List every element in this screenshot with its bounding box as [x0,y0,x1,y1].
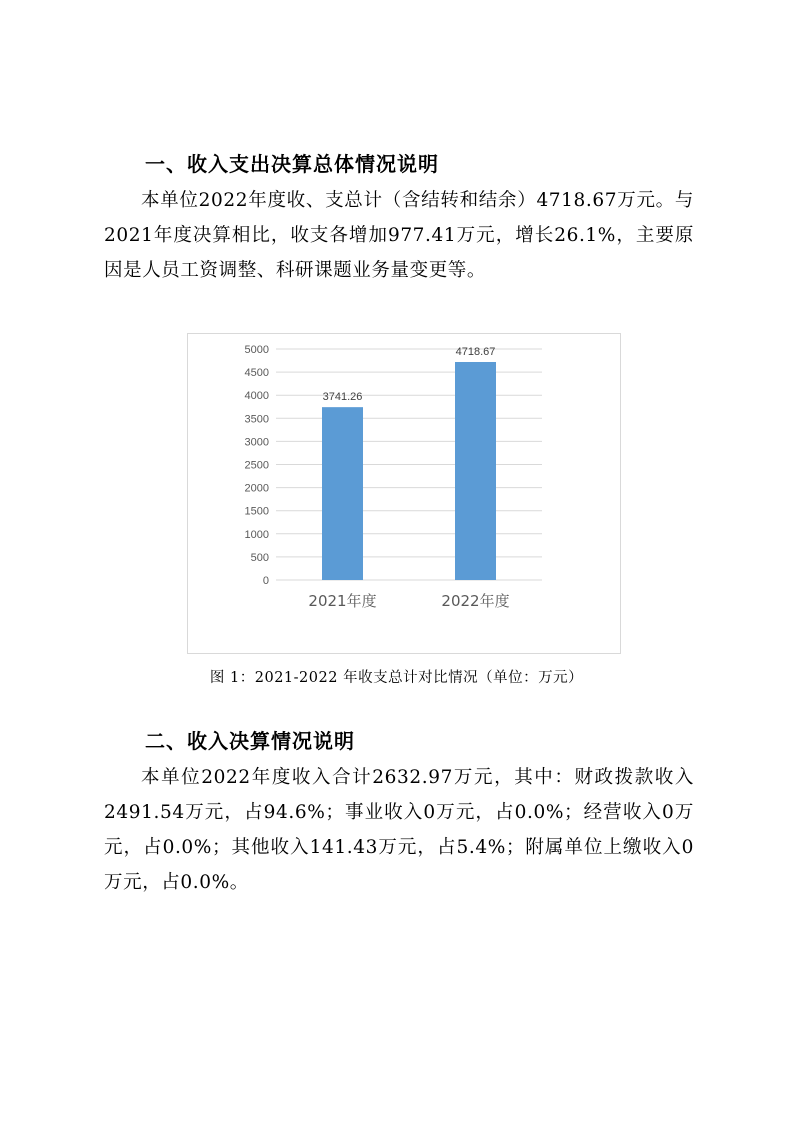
x-category-label-0: 2021年度 [308,592,377,610]
chart-canvas [188,334,620,653]
bar-1 [455,362,496,580]
income-expense-chart [187,333,621,654]
chart-caption: 图 1：2021-2022 年收支总计对比情况（单位：万元） [209,670,584,686]
data-label-1: 4718.67 [455,345,496,358]
data-label-0: 3741.26 [322,391,363,404]
y-tick-label-0: 0 [262,575,269,587]
y-tick-label-10: 5000 [244,344,269,356]
bar-0 [322,407,363,580]
y-tick-label-1: 500 [250,551,269,564]
y-tick-label-6: 3000 [244,436,269,449]
y-tick-label-5: 2500 [244,459,269,472]
y-tick-label-7: 3500 [244,413,269,426]
section-2-heading: 二、收入决算情况说明 [145,729,355,753]
y-tick-label-9: 4500 [244,367,269,380]
y-tick-label-8: 4000 [244,390,269,403]
y-tick-label-4: 2000 [244,482,269,495]
y-tick-label-2: 1000 [244,528,269,541]
x-category-label-1: 2022年度 [441,592,510,610]
section-1-heading: 一、收入支出决算总体情况说明 [145,152,439,176]
section-2-paragraph: 本单位2022年度收入合计2632.97万元，其中：财政拨款收入2491.54万元，占94.6%；事业收入0万元，占0.0%；经营收入0万元，占0.0%；其他收入141.43万元，占5.4%；附属单位上缴收入0万元，占0.0%。 [104,767,694,893]
y-tick-label-3: 1500 [244,505,269,518]
section-1-paragraph: 本单位2022年度收、支总计（含结转和结余）4718.67万元。与2021年度决算相比，收支各增加977.41万元，增长26.1%，主要原因是人员工资调整、科研课题业务量变更等。 [104,190,694,281]
